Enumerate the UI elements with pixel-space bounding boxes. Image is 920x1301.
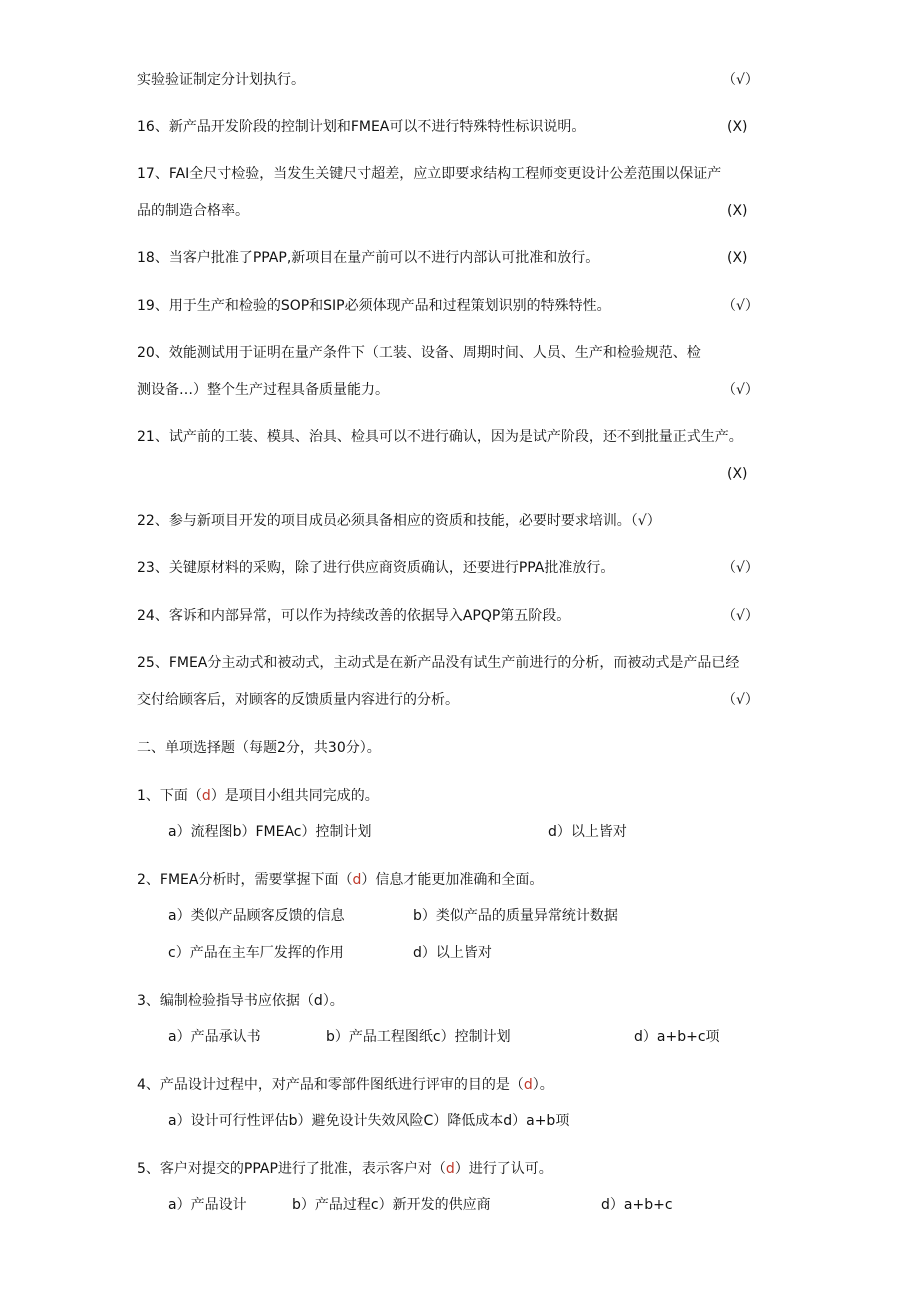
mc-q3-opt-b: b）产品工程图纸c）控制计划 [326,1029,511,1045]
mc-q3-opt-a: a）产品承认书 [168,1029,261,1045]
mc-question-1 [137,786,379,806]
mc-q1-pre: 1、下面（ [137,788,202,804]
mc-q3-pre: 3、编制检验指导书应依据（ [137,993,314,1009]
tf-line-15-cont: 实验验证制定分计划执行。 [137,72,305,88]
mc-question-3 [137,991,344,1011]
tf-mark-18: (X) [727,250,748,266]
tf-line-20a: 20、效能测试用于证明在量产条件下（工装、设备、周期时间、人员、生产和检验规范、检 [137,345,701,361]
mc-q2-pre: 2、FMEA分析时，需要掌握下面（ [137,872,353,888]
mc-q1-answer: d [201,788,211,804]
mc-question-2 [137,870,543,890]
tf-line-17b: 品的制造合格率。 [137,203,249,219]
mc-q1-post: ）是项目小组共同完成的。 [210,788,379,804]
tf-mark-19: （√） [722,298,759,314]
mc-q1-opt-a: a）流程图b）FMEAc）控制计划 [168,824,372,840]
mc-q3-opt-d: d）a+b+c项 [634,1029,720,1045]
tf-mark-20: （√） [722,382,759,398]
mc-q2-opt-d: d）以上皆对 [413,945,492,961]
tf-mark-16: (X) [727,119,748,135]
tf-line-25b: 交付给顾客后，对顾客的反馈质量内容进行的分析。 [137,692,459,708]
mc-q5-pre: 5、客户对提交的PPAP进行了批准，表示客户对（ [137,1161,446,1177]
mc-q2-answer: d [352,872,362,888]
mc-q2-opt-a: a）类似产品顾客反馈的信息 [168,908,345,924]
mc-q4-opt-a: a）设计可行性评估b）避免设计失效风险C）降低成本d）a+b项 [168,1113,570,1129]
mc-question-4 [137,1075,554,1095]
tf-line-19: 19、用于生产和检验的SOP和SIP必须体现产品和过程策划识别的特殊特性。 [137,298,611,314]
tf-mark-15: （√） [722,72,759,88]
mc-q3-post: ）。 [322,993,344,1009]
tf-line-20b: 测设备…）整个生产过程具备质量能力。 [137,382,389,398]
mc-q1-opt-d: d）以上皆对 [548,824,627,840]
mc-q2-opt-b: b）类似产品的质量异常统计数据 [413,908,618,924]
tf-mark-23: （√） [722,560,759,576]
section-title: 二、单项选择题（每题2分，共30分）。 [137,740,381,756]
tf-line-25a: 25、FMEA分主动式和被动式，主动式是在新产品没有试生产前进行的分析，而被动式是产品已经 [137,655,740,671]
tf-line-22: 22、参与新项目开发的项目成员必须具备相应的资质和技能，必要时要求培训。（√） [137,513,661,529]
mc-q4-answer: d [523,1077,533,1093]
mc-q5-opt-d: d）a+b+c [601,1197,673,1213]
mc-q5-post: ）进行了认可。 [454,1161,553,1177]
tf-line-17a: 17、FAI全尺寸检验，当发生关键尺寸超差，应立即要求结构工程师变更设计公差范围以保证产 [137,166,722,182]
tf-mark-21: (X) [727,466,748,482]
mc-q4-post: ）。 [532,1077,554,1093]
mc-q5-answer: d [445,1161,455,1177]
mc-q2-opt-c: c）产品在主车厂发挥的作用 [168,945,344,961]
tf-line-16: 16、新产品开发阶段的控制计划和FMEA可以不进行特殊特性标识说明。 [137,119,586,135]
mc-q3-answer: d [313,993,323,1009]
mc-question-5 [137,1159,553,1179]
tf-line-24: 24、客诉和内部异常，可以作为持续改善的依据导入APQP第五阶段。 [137,608,571,624]
mc-q4-pre: 4、产品设计过程中，对产品和零部件图纸进行评审的目的是（ [137,1077,524,1093]
tf-mark-17: (X) [727,203,748,219]
mc-q5-opt-a: a）产品设计 [168,1197,247,1213]
tf-line-18: 18、当客户批准了PPAP,新项目在量产前可以不进行内部认可批准和放行。 [137,250,600,266]
tf-mark-25: （√） [722,692,759,708]
mc-q2-post: ）信息才能更加准确和全面。 [361,872,544,888]
mc-q5-opt-b: b）产品过程c）新开发的供应商 [292,1197,491,1213]
tf-mark-24: （√） [722,608,759,624]
tf-line-21: 21、试产前的工装、模具、治具、检具可以不进行确认，因为是试产阶段，还不到批量正式生产。 [137,429,743,445]
tf-line-23: 23、关键原材料的采购，除了进行供应商资质确认，还要进行PPA批准放行。 [137,560,615,576]
